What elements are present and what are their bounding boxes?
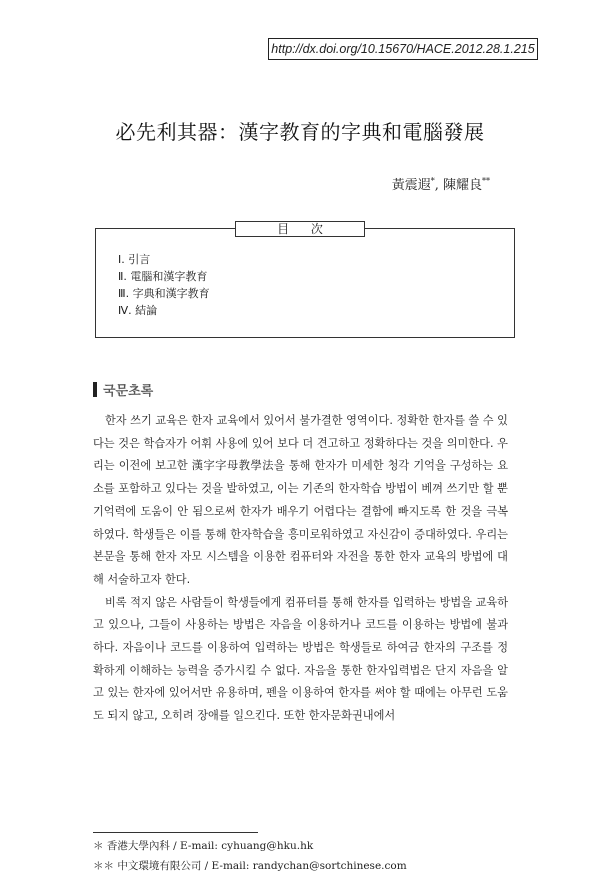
- author-separator: ,: [434, 178, 443, 193]
- abstract-paragraph-1: 한자 쓰기 교육은 한자 교육에서 있어서 불가결한 영역이다. 정확한 한자를 쓸 수 있다는 것은 학습자가 어휘 사용에 있어 보다 더 견고하고 정확하다는 것을 의미한다. 우리는 이전에 보고한 漢字字母教學法을 통해 한자가 미세한 청각 기억을 구성하는 요소를 포함하고 있다는 것을 발하였고, 이는 기존의 한자학습 방법이 베껴 쓰기만 할 뿐 기억력에 도움이 안 됨으로써 한자가 배우기 어렵다는 결함에 빠지도록 한 것을 극복하였다. 학생들은 이를 통해 한자학습을 흥미로워하였고 자신감이 증대하였다. 우리는 본문을 통해 한자 자모 시스템을 이용한 컴퓨터와 자전을 통한 한자 교육의 방법에 대해 서술하고자 한다.: [93, 414, 508, 586]
- toc-item-3[interactable]: Ⅲ. 字典和漢字教育: [118, 287, 210, 300]
- abstract-body: [93, 410, 508, 728]
- footnote-divider: [93, 832, 258, 833]
- footnotes: [93, 836, 513, 876]
- author-2-name: 陳耀良: [442, 178, 482, 193]
- paper-title: 必先利其器：漢字教育的字典和電腦發展: [115, 120, 485, 144]
- author-line: [392, 174, 490, 193]
- author-1-mark: *: [430, 176, 435, 186]
- author-2-mark: **: [482, 176, 490, 186]
- toc-item-2[interactable]: Ⅱ. 電腦和漢字教育: [118, 270, 208, 283]
- abstract-heading: [93, 380, 153, 399]
- footnote-2-mark: ＊＊: [93, 860, 114, 872]
- table-of-contents: [95, 222, 515, 338]
- footnote-1: [93, 836, 513, 856]
- toc-list: [118, 251, 210, 319]
- toc-heading: 目 次: [235, 221, 365, 237]
- abstract-heading-text: 국문초록: [103, 384, 154, 399]
- toc-item-1[interactable]: Ⅰ. 引言: [118, 253, 151, 266]
- footnote-1-text: 香港大學內科 / E-mail: cyhuang@hku.hk: [106, 840, 314, 852]
- footnote-1-mark: ＊: [93, 840, 104, 852]
- toc-item-4[interactable]: Ⅳ. 結論: [118, 304, 158, 317]
- footnote-2: [93, 856, 513, 876]
- doi-link[interactable]: http://dx.doi.org/10.15670/HACE.2012.28.1.215: [268, 38, 538, 60]
- abstract-paragraph-2: 비록 적지 않은 사람들이 학생들에게 컴퓨터를 통해 한자를 입력하는 방법을 교육하고 있으나, 그들이 사용하는 방법은 자음을 이용하거나 코드를 이용하는 방법에 불과하다. 자음이나 코드를 이용하여 입력하는 방법은 학생들로 하여금 한자의 구조를 정확하게 이해하는 능력을 증가시킬 수 없다. 자음을 통한 한자입력법은 단지 자음을 알고 있는 한자에 있어서만 유용하며, 펜을 이용하여 한자를 써야 할 때에는 아무런 도움도 되지 않고, 오히려 장애를 일으킨다. 또한 한자문화권내에서: [93, 595, 509, 723]
- heading-bar-marker: [93, 382, 97, 397]
- author-1-name: 黃震遐: [391, 178, 431, 193]
- footnote-2-text: 中文環境有限公司 / E-mail: randychan@sortchinese.com: [117, 860, 407, 872]
